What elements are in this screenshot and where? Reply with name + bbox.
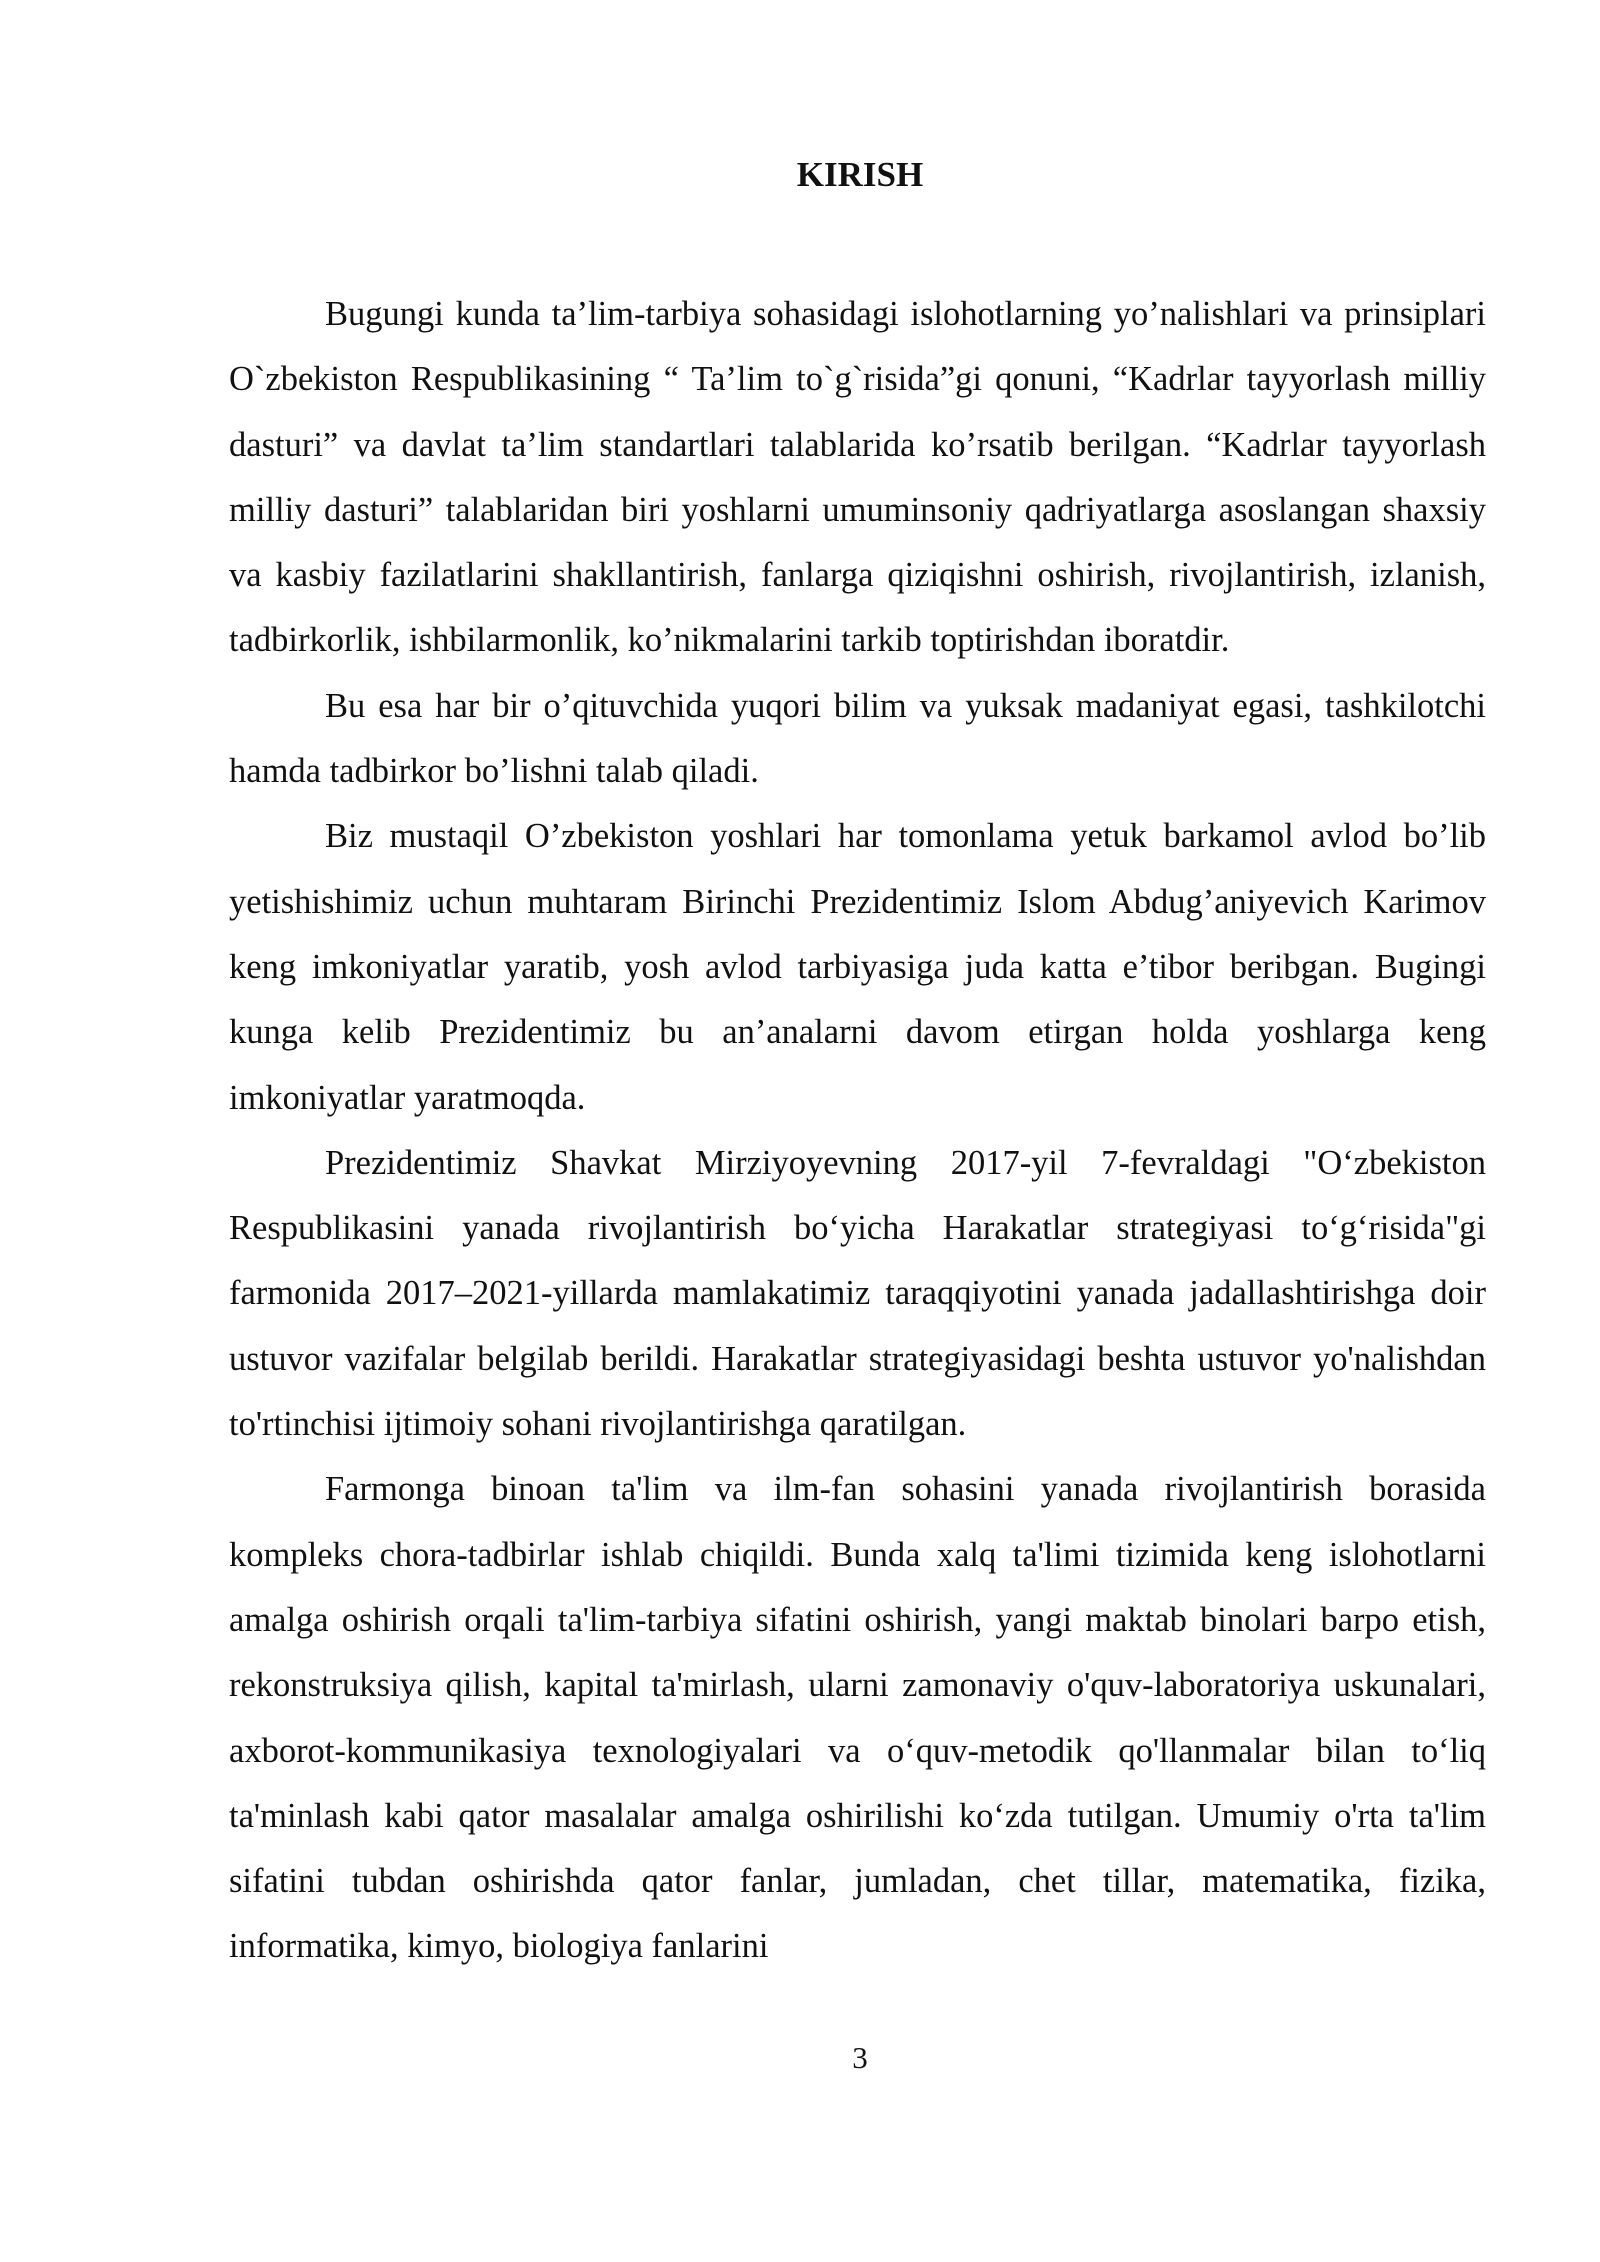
paragraph-5: Farmonga binoan ta'lim va ilm-fan sohasini yanada rivojlantirish borasida kompleks chora-tadbirlar ishlab chiqildi. Bunda xalq ta'limi tizimida keng islohotlarni amalga oshirish orqali ta'lim-tarbiya sifatini oshirish, yangi maktab binolari barpo etish, rekonstruksiya qilish, kapital ta'mirlash, ularni zamonaviy o'quv-laboratoriya uskunalari, axborot-kommunikasiya texnologiyalari va o‘quv-metodik qo'llanmalar bilan to‘liq ta'minlash kabi qator masalalar amalga oshirilishi ko‘zda tutilgan. Umumiy o'rta ta'lim sifatini tubdan oshirishda qator fanlar, jumladan, chet tillar, matematika, fizika, informatika, kimyo, biologiya fanlarini	[229, 1470, 1486, 1966]
paragraph-2: Bu esa har bir o’qituvchida yuqori bilim va yuksak madaniyat egasi, tashkilotchi hamda tadbirkor bo’lishni talab qiladi.	[229, 686, 1486, 791]
paragraph-4: Prezidentimiz Shavkat Mirziyoyevning 2017-yil 7-fevraldagi "O‘zbekiston Respublikasini yanada rivojlantirish bo‘yicha Harakatlar strategiyasi to‘g‘risida"gi farmonida 2017–2021-yillarda mamlakatimiz taraqqiyotini yanada jadallashtirishga doir ustuvor vazifalar belgilab berildi. Harakatlar strategiyasidagi beshta ustuvor yo'nalishdan to'rtinchisi ijtimoiy sohani rivojlantirishga qaratilgan.	[229, 1143, 1486, 1444]
body-text	[229, 282, 1486, 1980]
paragraph-3: Biz mustaqil O’zbekiston yoshlari har tomonlama yetuk barkamol avlod bo’lib yetishishimiz uchun muhtaram Birinchi Prezidentimiz Islom Abdug’aniyevich Karimov keng imkoniyatlar yaratib, yosh avlod tarbiyasiga juda katta e’tibor beribgan. Bugingi kunga kelib Prezidentimiz bu an’analarni davom etirgan holda yoshlarga keng imkoniyatlar yaratmoqda.	[229, 817, 1486, 1117]
page-title: KIRISH	[796, 155, 924, 194]
paragraph-1: Bugungi kunda ta’lim-tarbiya sohasidagi islohotlarning yo’nalishlari va prinsiplari O`zbekiston Respublikasining “ Ta’lim to`g`risida”gi qonuni, “Kadrlar tayyorlash milliy dasturi” va davlat ta’lim standartlari talablarida ko’rsatib berilgan. “Kadrlar tayyorlash milliy dasturi” talablaridan biri yoshlarni umuminsoniy qadriyatlarga asoslangan shaxsiy va kasbiy fazilatlarini shakllantirish, fanlarga qiziqishni oshirish, rivojlantirish, izlanish, tadbirkorlik, ishbilarmonlik, ko’nikmalarini tarkib toptirishdan iboratdir.	[229, 295, 1486, 660]
page-number: 3	[852, 2040, 868, 2075]
